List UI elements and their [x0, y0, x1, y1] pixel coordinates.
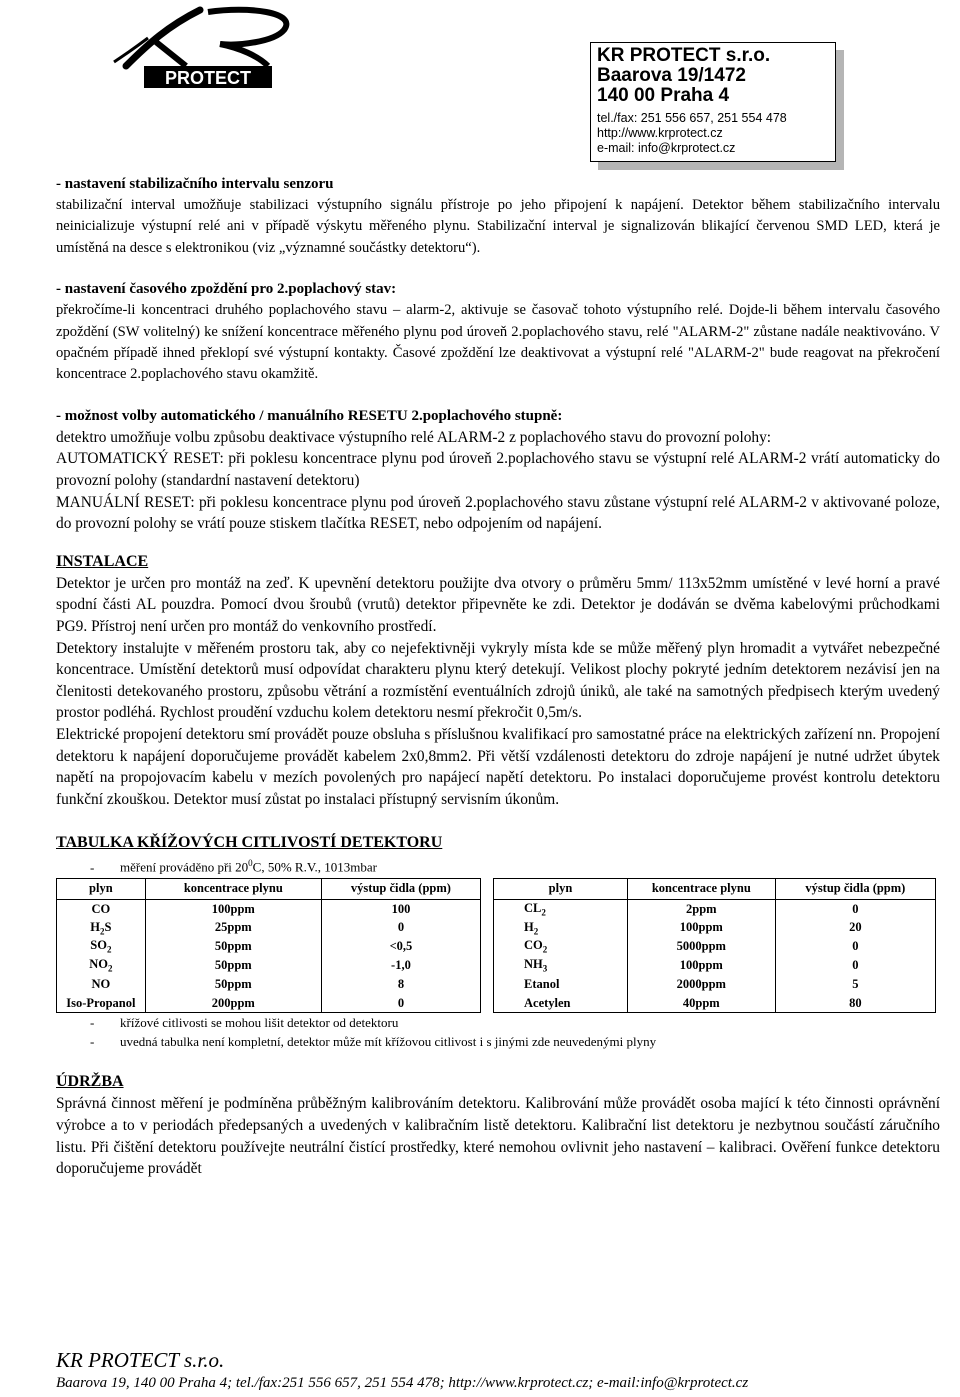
output-cell: 0 — [775, 937, 935, 956]
gas-cell: $H_2S$ — [57, 918, 146, 937]
table-row — [57, 899, 481, 918]
kr-protect-logo — [108, 4, 308, 96]
concentration-cell: 5000ppm — [627, 937, 775, 956]
gas-cell: $NO_2$ — [57, 956, 146, 975]
udrzba-body: Správná činnost měření je podmíněna průběžným kalibrováním detektoru. Kalibrování může provádět osoba mající k této činnosti oprávnění výrobce a to v periodách předepsaných a uvedených v kalibračním listě detektoru. Kalibrační list detektoru je nezbytnou součástí záručního listu. Při čištění detektoru používejte neutrální čistící prostředky, které nemohou ovlivnit jeho nastavení – kalibraci. Ověření funkce detektoru doporučujeme provádět — [56, 1095, 940, 1178]
svg-text:PROTECT: PROTECT — [164, 68, 252, 88]
col-header-concentration: koncentrace plynu — [627, 878, 775, 899]
measurement-conditions: - měření prováděno při $20^0C$, 50% R.V., 1013mbar — [56, 854, 940, 876]
concentration-cell: 50ppm — [145, 956, 321, 975]
section-body: překročíme-li koncentraci druhého poplachového stavu – alarm-2, aktivuje se časovač tohoto výstupního relé. Dojde-li během intervalu časového zpoždění (SW volitelný) ke snížení koncentrace měřeného plynu pod úroveň 2.poplachového stavu, relé "ALARM-2" zůstane nadále neaktivováno. V opačném případě ihned překlopí své výstupní kontakty. Časové zpoždění lze deaktivovat a výstupní relé "ALARM-2" bude reagovat na překročení koncentrace 2.poplachového stavu okamžitě. — [56, 302, 940, 383]
cross-sensitivity-table-left — [56, 878, 481, 1014]
concentration-cell: 100ppm — [627, 918, 775, 937]
udrzba-heading: ÚDRŽBA — [56, 1073, 124, 1091]
table-note: - křížové citlivosti se mohou lišit detektor od detektoru — [56, 1013, 940, 1032]
gas-cell: Acetylen — [494, 994, 628, 1013]
footer-company: KR PROTECT s.r.o. — [56, 1348, 225, 1372]
page-footer — [56, 1347, 940, 1393]
section-udrzba — [56, 1071, 940, 1179]
concentration-cell: 50ppm — [145, 937, 321, 956]
concentration-cell: 50ppm — [145, 975, 321, 994]
output-cell: 0 — [775, 956, 935, 975]
cross-sensitivity-tables — [56, 878, 940, 1014]
table-row — [57, 918, 481, 937]
instalace-paragraph: Detektory instalujte v měřeném prostoru tak, aby co nejefektivněji vykryly místa kde se může měřený plyn hromadit a vytvářet nebezpečné koncentrace. Umístění detektorů musí odpovídat charakteru plynu který detekují. Velikost plochy pokryté jedním detektorem nezávisí jen na členitosti detekovaného prostoru, způsobu větrání a rozmístění eventuálních zdrojů úniků, ale také na samotných předpisech kterým uvedený prostor podléhá. Rychlost proudění vzduchu kolem detektoru nesmí překročit 0,5m/s. — [56, 639, 940, 722]
section-body-intro: detektro umožňuje volbu způsobu deaktivace výstupního relé ALARM-2 z poplachového stavu do provozní polohy: — [56, 428, 772, 446]
table-row — [57, 994, 481, 1013]
gas-cell: $CO_2$ — [494, 937, 628, 956]
company-name: KR PROTECT s.r.o. — [597, 45, 771, 66]
gas-cell: NO — [57, 975, 146, 994]
table-row — [57, 956, 481, 975]
document-content — [56, 174, 940, 1200]
cross-sensitivity-table-right — [493, 878, 936, 1014]
col-header-gas: plyn — [57, 878, 146, 899]
section-reset-mode — [56, 406, 940, 535]
section-heading: - možnost volby automatického / manuálního RESETU 2.poplachového stupně: — [56, 407, 563, 424]
section-body-manual-reset: MANUÁLNÍ RESET: při poklesu koncentrace plynu pod úroveň 2.poplachového stavu zůstane výstupní relé ALARM-2 v aktivované poloze, do provozní polohy se vrátí pouze stiskem tlačítka RESET, nebo odpojením od napájení. — [56, 493, 940, 533]
footer-address: Baarova 19, 140 00 Praha 4; tel./fax:251 556 657, 251 554 478; http://www.krprotect.cz; e-mail:info@krprotect.cz — [56, 1375, 749, 1391]
instalace-paragraph: Elektrické propojení detektoru smí provádět pouze obsluha s příslušnou kvalifikací pro samostatné práce na elektrických zařízení nn. Propojení detektoru k napájení doporučujeme provádět kabelem 2x0,8mm2. Při větší vzdálenosti detektoru do zdroje napájení je nutné udržet úbytek napětí na propojovacím kabelu v mezích povolených pro napájecí napětí detektoru. Po instalaci doporučujeme provést kontrolu detektoru funkční zkouškou. Detektor musí zůstat po instalaci přístupný servisním úkonům. — [56, 725, 940, 808]
gas-cell: Iso-Propanol — [57, 994, 146, 1013]
output-cell: -1,0 — [321, 956, 480, 975]
concentration-cell: 2000ppm — [627, 975, 775, 994]
table-row — [494, 994, 936, 1013]
concentration-cell: 200ppm — [145, 994, 321, 1013]
section-heading: - nastavení stabilizačního intervalu senzoru — [56, 176, 334, 192]
company-phone: tel./fax: 251 556 657, 251 554 478 — [597, 111, 787, 125]
table-row — [494, 975, 936, 994]
gas-cell: $NH_3$ — [494, 956, 628, 975]
section-heading: - nastavení časového zpoždění pro 2.poplachový stav: — [56, 281, 397, 298]
company-street: Baarova 19/1472 — [597, 65, 746, 86]
gas-cell: $CL_2$ — [494, 899, 628, 918]
output-cell: 5 — [775, 975, 935, 994]
concentration-cell: 2ppm — [627, 899, 775, 918]
gas-cell: $H_2$ — [494, 918, 628, 937]
table-row — [494, 956, 936, 975]
instalace-heading: INSTALACE — [56, 552, 149, 570]
company-address-box — [590, 42, 836, 162]
concentration-cell: 40ppm — [627, 994, 775, 1013]
table-row — [57, 975, 481, 994]
instalace-paragraph: Detektor je určen pro montáž na zeď. K upevnění detektoru použijte dva otvory o průměru 5mm/ 113x52mm umístěné v levé horní a pravé spodní části AL pouzdra. Pomocí dvou šroubů (vrutů) detektor připevněte ke zdi. Detektor je dodáván se dvěma kabelovými průchodkami PG9. Přístroj není určen pro montáž do venkovního prostředí. — [56, 574, 940, 635]
output-cell: 0 — [775, 899, 935, 918]
section-stabilization — [56, 174, 940, 259]
gas-cell: Etanol — [494, 975, 628, 994]
table-row — [494, 937, 936, 956]
gas-cell: CO — [57, 899, 146, 918]
table-note: - uvedná tabulka není kompletní, detektor může mít křížovou citlivost i s jinými zde neuvedenými plyny — [56, 1032, 940, 1051]
table-row — [494, 899, 936, 918]
concentration-cell: 100ppm — [145, 899, 321, 918]
section-time-delay — [56, 279, 940, 386]
concentration-cell: 25ppm — [145, 918, 321, 937]
tabulka-notes — [56, 1013, 940, 1051]
concentration-cell: 100ppm — [627, 956, 775, 975]
kr-protect-logo-mark — [108, 4, 308, 96]
company-web: http://www.krprotect.cz — [597, 126, 723, 140]
output-cell: 20 — [775, 918, 935, 937]
col-header-output: výstup čidla (ppm) — [321, 878, 480, 899]
section-body-auto-reset: AUTOMATICKÝ RESET: při poklesu koncentrace plynu pod úroveň 2.poplachového stavu se výstupní relé ALARM-2 vrátí automaticky do provozní polohy (standardní nastavení detektoru) — [56, 450, 940, 490]
table-row — [57, 937, 481, 956]
output-cell: <0,5 — [321, 937, 480, 956]
tabulka-subnote — [56, 854, 940, 876]
section-tabulka — [56, 832, 940, 1051]
output-cell: 8 — [321, 975, 480, 994]
table-row — [494, 918, 936, 937]
section-instalace — [56, 551, 940, 811]
company-city: 140 00 Praha 4 — [597, 85, 730, 106]
gas-cell: $SO_2$ — [57, 937, 146, 956]
col-header-concentration: koncentrace plynu — [145, 878, 321, 899]
output-cell: 0 — [321, 994, 480, 1013]
output-cell: 100 — [321, 899, 480, 918]
section-body: stabilizační interval umožňuje stabilizaci výstupního signálu přístroje po jeho připojení k napájení. Detektor během stabilizačního intervalu neinicializuje výstupní relé ani v případě výskytu měřeného plynu. Stabilizační interval je signalizován blikající červenou SMD LED, která je umístěná na desce s elektronikou (viz „významné součástky detektoru“). — [56, 197, 940, 256]
col-header-gas: plyn — [494, 878, 628, 899]
company-email: e-mail: info@krprotect.cz — [597, 141, 736, 155]
output-cell: 0 — [321, 918, 480, 937]
col-header-output: výstup čidla (ppm) — [775, 878, 935, 899]
tabulka-heading: TABULKA KŘÍŽOVÝCH CITLIVOSTÍ DETEKTORU — [56, 834, 443, 852]
output-cell: 80 — [775, 994, 935, 1013]
